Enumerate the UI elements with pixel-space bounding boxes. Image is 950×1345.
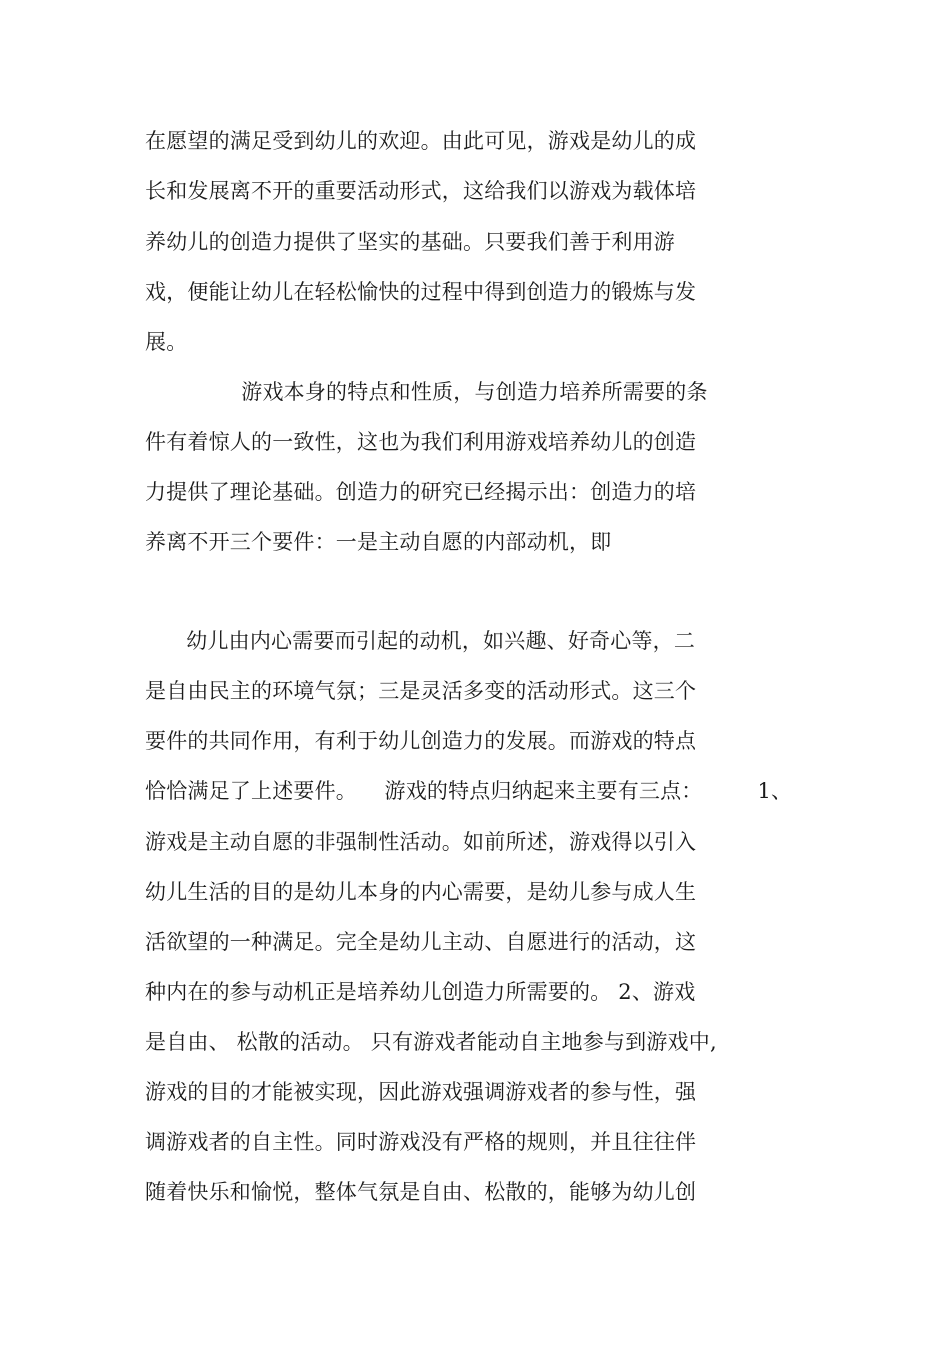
text-line: 力提供了理论基础。创造力的研究已经揭示出：创造力的培 (145, 480, 697, 504)
text-line: 幼儿生活的目的是幼儿本身的内心需要，是幼儿参与成人生 (145, 880, 697, 904)
text-line: 游戏的目的才能被实现，因此游戏强调游戏者的参与性，强 (145, 1080, 697, 1104)
text-line: 养离不开三个要件：一是主动自愿的内部动机，即 (145, 530, 612, 554)
text-line: 游戏是主动自愿的非强制性活动。如前所述，游戏得以引入 (145, 830, 697, 854)
text-line: 在愿望的满足受到幼儿的欢迎。由此可见，游戏是幼儿的成 (145, 129, 697, 153)
text-line: 长和发展离不开的重要活动形式，这给我们以游戏为载体培 (145, 179, 697, 203)
text-line: 养幼儿的创造力提供了坚实的基础。只要我们善于利用游 (145, 230, 675, 254)
text-line: 戏，便能让幼儿在轻松愉快的过程中得到创造力的锻炼与发 (145, 280, 697, 304)
text-line: 是自由、 松散的活动。 只有游戏者能动自主地参与到游戏中, (145, 1030, 717, 1054)
text-line: 要件的共同作用，有利于幼儿创造力的发展。而游戏的特点 (145, 729, 697, 753)
text-line: 活欲望的一种满足。完全是幼儿主动、自愿进行的活动，这 (145, 930, 697, 954)
text-line: 随着快乐和愉悦，整体气氛是自由、松散的，能够为幼儿创 (145, 1180, 697, 1204)
text-line: 展。 (145, 330, 188, 354)
text-line: 游戏本身的特点和性质，与创造力培养所需要的条 (145, 380, 708, 404)
text-line: 调游戏者的自主性。同时游戏没有严格的规则，并且往往伴 (145, 1130, 697, 1154)
text-line: 是自由民主的环境气氛；三是灵活多变的活动形式。这三个 (145, 679, 697, 703)
text-line: 恰恰满足了上述要件。 游戏的特点归纳起来主要有三点： 1、 (145, 779, 793, 803)
text-line: 件有着惊人的一致性，这也为我们利用游戏培养幼儿的创造 (145, 430, 697, 454)
text-line: 种内在的参与动机正是培养幼儿创造力所需要的。 2、游戏 (145, 980, 696, 1004)
text-line: 幼儿由内心需要而引起的动机，如兴趣、好奇心等，二 (145, 629, 696, 653)
